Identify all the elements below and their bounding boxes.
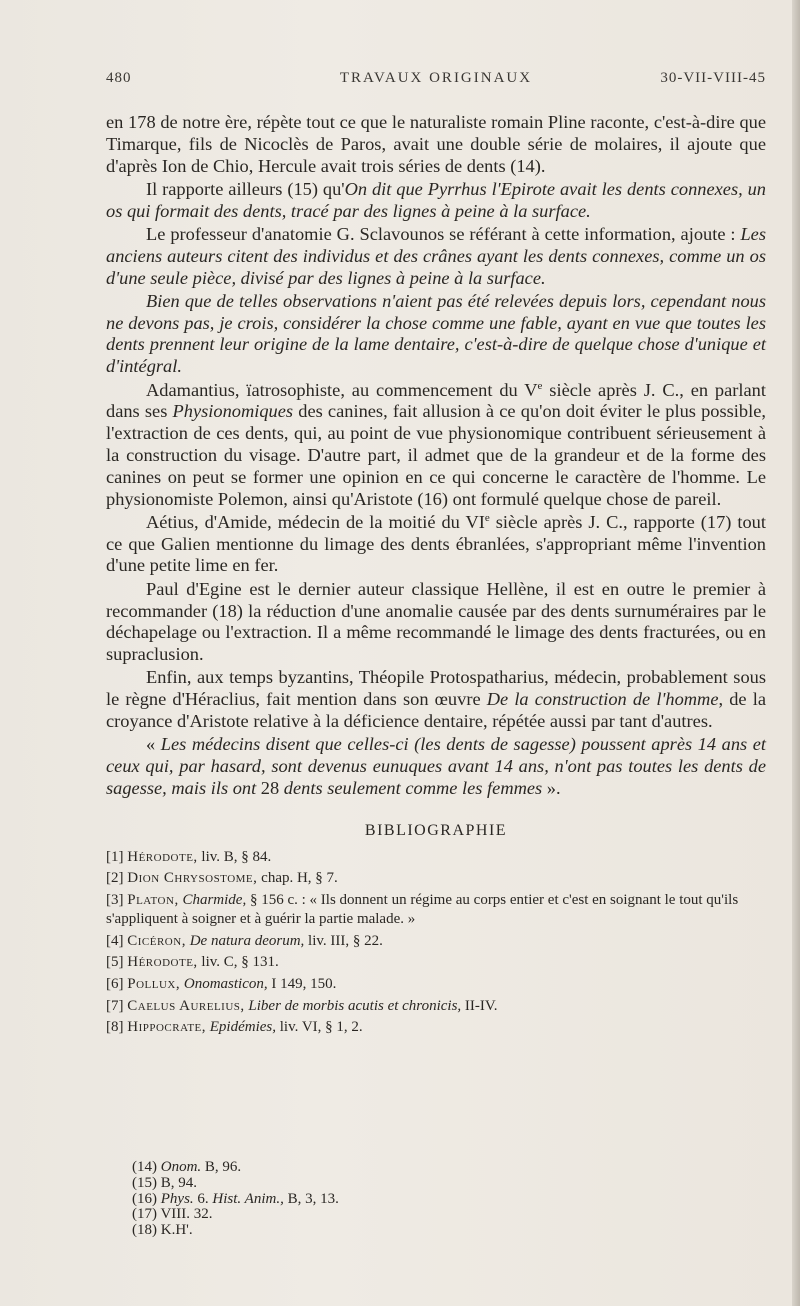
running-title: TRAVAUX ORIGINAUX <box>339 70 533 86</box>
text-run: Enfin, aux temps byzantins, Théopile Protospatharius, médecin, probablement sous le règne d'Héraclius, fait mention dans son œuvre <box>106 667 766 710</box>
bibliography-entry <box>106 848 766 868</box>
italic-text: Physionomiques <box>172 401 294 422</box>
paragraph <box>106 380 766 511</box>
text-run: chap. H, § 7. <box>257 870 338 887</box>
italic-text: Onom. <box>160 1159 202 1175</box>
volume-label: 30-VII-VIII-45 <box>660 70 766 86</box>
page-number: 480 <box>106 70 132 86</box>
footnote <box>132 1176 532 1192</box>
bibliography-entry <box>106 891 766 930</box>
italic-text: Onomasticon, <box>183 976 268 993</box>
bibliography-author: Dion Chrysostome, <box>127 870 258 887</box>
text-run: I 149, 150. <box>267 976 337 993</box>
italic-text: Phys. <box>160 1190 194 1207</box>
bibliography-entry <box>106 997 766 1017</box>
paragraph <box>106 734 766 799</box>
bibliography-author: Platon, <box>127 891 179 908</box>
footnote-number: (17) <box>132 1206 157 1223</box>
footnotes <box>132 1160 532 1239</box>
bibliography-number: [6] <box>106 976 124 993</box>
footnote <box>132 1223 532 1239</box>
bibliography-author: Pollux, <box>127 976 181 993</box>
bibliography-list <box>106 848 766 1038</box>
text-run: « <box>146 734 161 755</box>
text-run: II-IV. <box>461 997 498 1014</box>
running-header <box>106 70 766 94</box>
page-edge-shadow <box>792 0 800 1306</box>
footnote-number: (18) <box>132 1222 157 1239</box>
bibliography-number: [8] <box>106 1019 124 1036</box>
italic-text: De la construction de l'homme <box>486 689 719 710</box>
text-run: des canines, fait allusion à ce qu'on doit éviter le plus possible, l'extraction de ces dents, qui, au point de vue physionomique contribuent sérieusement à la construction du visage. D'autre part, il admet que de la grandeur et de la forme des canines on peut se former une opinion en ce qui concerne le caractère de l'homme. Le physionomiste Polemon, ainsi qu'Aristote (16) ont formulé quelque chose de pareil. <box>106 401 766 509</box>
bibliography-number: [5] <box>106 954 124 971</box>
paragraph <box>106 112 766 177</box>
text-run: Le professeur d'anatomie G. Sclavounos se référant à cette information, ajoute : <box>146 223 741 244</box>
footnote-number: (15) <box>132 1174 157 1191</box>
paragraph <box>106 667 766 732</box>
text-run: § 156 c. : « Ils donnent un régime au corps entier et c'est en soignant le tout qu'ils s'appliquent à soigner et à guérir la partie malade. » <box>106 891 739 928</box>
bibliography-entry <box>106 932 766 952</box>
italic-text: On dit que Pyrrhus l'Epirote avait les dents connexes, un os qui formait des dents, tracé par des lignes à peine à la surface. <box>106 178 766 221</box>
italic-text: Hist. Anim., <box>212 1190 284 1207</box>
footnote-number: (14) <box>132 1159 157 1175</box>
text-run: liv. B, § 84. <box>197 848 272 865</box>
bibliography-author: Hérodote, <box>127 954 198 971</box>
italic-text: Les médecins disent que celles-ci (les dents de sagesse) poussent après 14 ans et ceux qui, par hasard, sont devenus eunuques avant 14 ans, n'ont pas toutes les dents de sagesse, mais ils ont <box>106 734 766 798</box>
text-run: Paul d'Egine est le dernier auteur classique Hellène, il est en outre le premier à recommander (18) la réduction d'une anomalie causée par des dents surnuméraires par le déchapelage ou l'extraction. Il a même recommandé le limage des dents fracturées, ou en supraclusion. <box>106 578 766 665</box>
paragraph <box>106 224 766 289</box>
text-run: VIII. 32. <box>157 1206 213 1223</box>
paragraphs <box>106 112 766 800</box>
italic-text: De natura deorum, <box>189 932 305 949</box>
italic-text: dents seulement comme les femmes <box>279 777 543 798</box>
footnote <box>132 1160 532 1176</box>
text-run: e <box>537 379 543 392</box>
bibliography-number: [2] <box>106 870 124 887</box>
text-run: Il rapporte ailleurs (15) qu' <box>146 178 345 199</box>
bibliography-number: [3] <box>106 891 124 908</box>
italic-text: Liber de morbis acutis et chronicis, <box>248 997 462 1014</box>
bibliography-title: BIBLIOGRAPHIE <box>364 821 508 839</box>
text-run: B, 94. <box>157 1174 198 1191</box>
footnote <box>132 1192 532 1208</box>
text-run: ». <box>542 777 561 798</box>
text-run: 28 <box>260 777 280 798</box>
paragraph <box>106 179 766 223</box>
paragraph <box>106 579 766 666</box>
text-run: Aétius, d'Amide, médecin de la moitié du VI <box>146 511 485 532</box>
text-run: B, 96. <box>201 1159 242 1175</box>
text-run: liv. VI, § 1, 2. <box>276 1019 363 1036</box>
article-body <box>106 112 766 1040</box>
text-run: Adamantius, ïatrosophiste, au commencement du V <box>146 379 538 400</box>
bibliography-author: Hippocrate, <box>127 1019 207 1036</box>
text-run: liv. III, § 22. <box>304 932 383 949</box>
bibliography-author: Caelus Aurelius, <box>127 997 245 1014</box>
text-run: en 178 de notre ère, répète tout ce que le naturaliste romain Pline raconte, c'est-à-dire que Timarque, fils de Nicoclès de Paros, avait une double série de molaires, il ajoute que d'après Ion de Chio, Hercule avait trois séries de dents (14). <box>106 112 766 176</box>
text-run: e <box>484 511 490 524</box>
footnote <box>132 1207 532 1223</box>
text-run: liv. C, § 131. <box>197 954 279 971</box>
text-run: K.H'. <box>157 1222 193 1239</box>
bibliography-number: [4] <box>106 932 124 949</box>
bibliography-entry <box>106 975 766 995</box>
italic-text: Les anciens auteurs citent des individus et des crânes ayant les dents connexes, comme un os d'une seule pièce, divisé par des lignes à peine à la surface. <box>106 223 766 288</box>
italic-text: Charmide, <box>182 891 247 908</box>
bibliography-number: [7] <box>106 997 124 1014</box>
text-run: siècle après J. C., en parlant dans ses <box>106 379 766 422</box>
bibliography-number: [1] <box>106 848 124 865</box>
bibliography-author: Cicéron, <box>127 932 186 949</box>
paragraph <box>106 512 766 577</box>
italic-text: Epidémies, <box>209 1019 276 1036</box>
bibliography-entry <box>106 869 766 889</box>
bibliography-author: Hérodote, <box>127 848 198 865</box>
text-run: , de la croyance d'Aristote relative à la déficience dentaire, répétée aussi par tant d'autres. <box>106 689 766 732</box>
bibliography-entry <box>106 1018 766 1038</box>
text-run: siècle après J. C., rapporte (17) tout ce que Galien mentionne du limage des dents ébranlées, s'appropriant même l'invention d'une petite lime en fer. <box>106 511 766 576</box>
bibliography-entry <box>106 953 766 973</box>
paragraph <box>106 291 766 378</box>
italic-text: Bien que de telles observations n'aient pas été relevées depuis lors, cependant nous ne devons pas, je crois, considérer la chose comme une fable, ayant en vue que toutes les dents prennent leur origine de la lame dentaire, c'est-à-dire de quelque chose d'unique et d'intégral. <box>106 290 766 377</box>
text-run: B, 3, 13. <box>283 1190 339 1207</box>
text-run: 6. <box>193 1190 213 1207</box>
footnote-number: (16) <box>132 1190 157 1207</box>
